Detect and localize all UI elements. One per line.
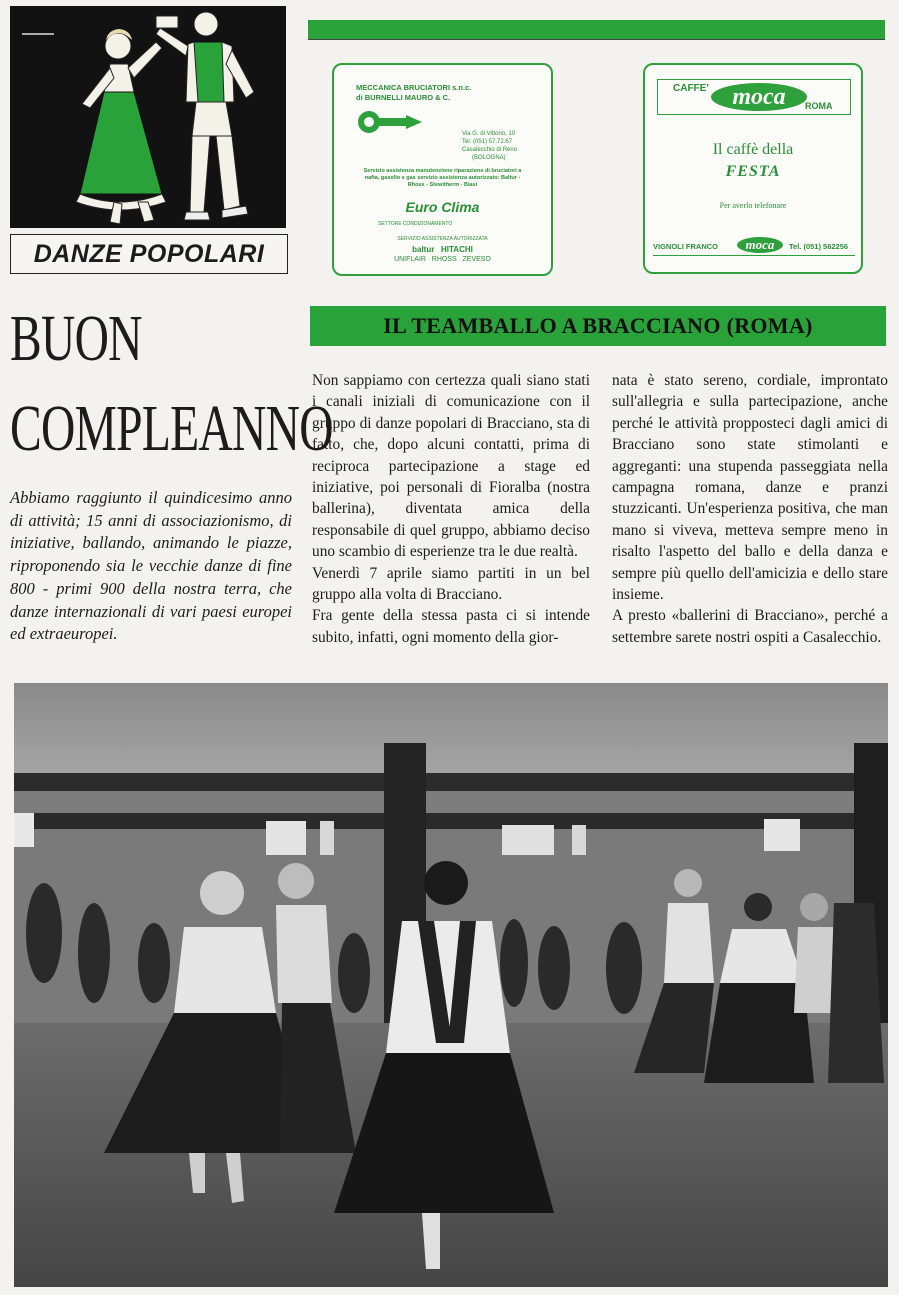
- moca-logo-text: moca: [732, 84, 786, 110]
- ad-brands-line1: baltur HITACHI: [412, 245, 473, 254]
- ad-company-owner: di BURNELLI MAURO & C.: [356, 93, 451, 102]
- article-paragraph: Fra gente della stessa pasta ci si intende subito, infatti, ogni momento della gior-: [312, 607, 590, 646]
- ad-city: Casalecchio di Reno: [462, 147, 518, 153]
- ad-caffe-moca: [643, 63, 863, 274]
- caffe-label: CAFFE': [673, 83, 709, 94]
- ad-province: (BOLOGNA): [472, 155, 506, 161]
- caffe-tagline-2: FESTA: [725, 163, 781, 180]
- ad-address: Via G. di Vittorio, 10: [462, 131, 516, 137]
- article-title: IL TEAMBALLO A BRACCIANO (ROMA): [383, 313, 813, 338]
- article-paragraph: Non sappiamo con certezza quali siano stati i canali iniziali di comunicazione con il gruppo di danze popolari di Bracciano, sta di fatto, che, dopo alcuni contatti, prima di reciproca partecipazione a stage ed iniziative, poi personali di Fioralba (nostra ballerina), diventata amica della responsabile di quel gruppo, abbiamo deciso uno scambio di esperienze tra le due realtà.: [312, 372, 590, 561]
- headline-line-2: COMPLEANNO: [10, 392, 333, 465]
- ad-brands-line2: UNIFLAIR RHOSS ZEVESO: [394, 256, 491, 263]
- caffe-tagline-1: Il caffè della: [712, 141, 794, 158]
- caffe-tagline-3: Per averlo telefonare: [719, 201, 787, 210]
- article-column-1: [312, 370, 590, 648]
- article-column-2: [612, 370, 888, 648]
- ad-meccanica-bruciatori: [332, 63, 553, 276]
- ad-company-name: MECCANICA BRUCIATORI s.n.c.: [356, 83, 472, 92]
- ad-phone: Tel. (051) 57.72.67: [462, 139, 513, 145]
- headline-line-1: BUON: [10, 302, 142, 375]
- section-label-text: DANZE POPOLARI: [33, 239, 265, 268]
- article-paragraph: A presto «ballerini di Bracciano», perché a settembre sarete nostri ospiti a Casalecchio.: [612, 607, 888, 646]
- dancers-illustration: [10, 6, 286, 228]
- ad-authorized: SERVIZIO ASSISTENZA AUTORIZZATA: [397, 236, 488, 242]
- ad-service-text: Servizio assistenza manutenzione riparazione di bruciatori a nafta, gasolio e gas servizio assistenza autorizzato: Baltur - Rhoss - Stewitherm - Biasi: [363, 168, 522, 188]
- article-title-bar: [310, 306, 886, 346]
- top-green-bar: [308, 20, 885, 40]
- article-paragraph: nata è stato sereno, cordiale, improntato sull'allegria e sulla partecipazione, anche perché le attività propposteci dagli amici di Bracciano sono state stimolanti e aggreganti: una stupenda passeggiata nella campagna romana, danze e pranzi stuzzicanti. Un'esperienza positiva, che man mano si viveva, metteva sempre meno in risalto l'aspetto del ballo e della danza e sempre più quello dell'amicizia e dello stare insieme.: [612, 372, 888, 604]
- section-label: [10, 234, 288, 274]
- contact-name: VIGNOLI FRANCO: [653, 242, 718, 251]
- contact-rule: [653, 255, 855, 256]
- dance-hall-photo: [14, 683, 888, 1287]
- ad-brand-sub: SETTORE CONDIZIONAMENTO: [378, 221, 453, 227]
- ad-brand-euroclima: Euro Clima: [405, 199, 480, 215]
- intro-paragraph: Abbiamo raggiunto il quindicesimo anno di attività; 15 anni di associazionismo, di iniziative, ballando, animando le piazze, riproponendo sia le vecchie danze di fine 800 - primi 900 della nostra terra, che danze internazionali di vari paesi europei ed extraeuropei.: [10, 488, 292, 644]
- contact-moca-logo: moca: [737, 237, 783, 253]
- contact-phone: Tel. (051) 562256: [789, 242, 849, 251]
- article-paragraph: Venerdì 7 aprile siamo partiti in un bel gruppo alla volta di Bracciano.: [312, 564, 590, 604]
- moca-city: ROMA: [805, 101, 833, 111]
